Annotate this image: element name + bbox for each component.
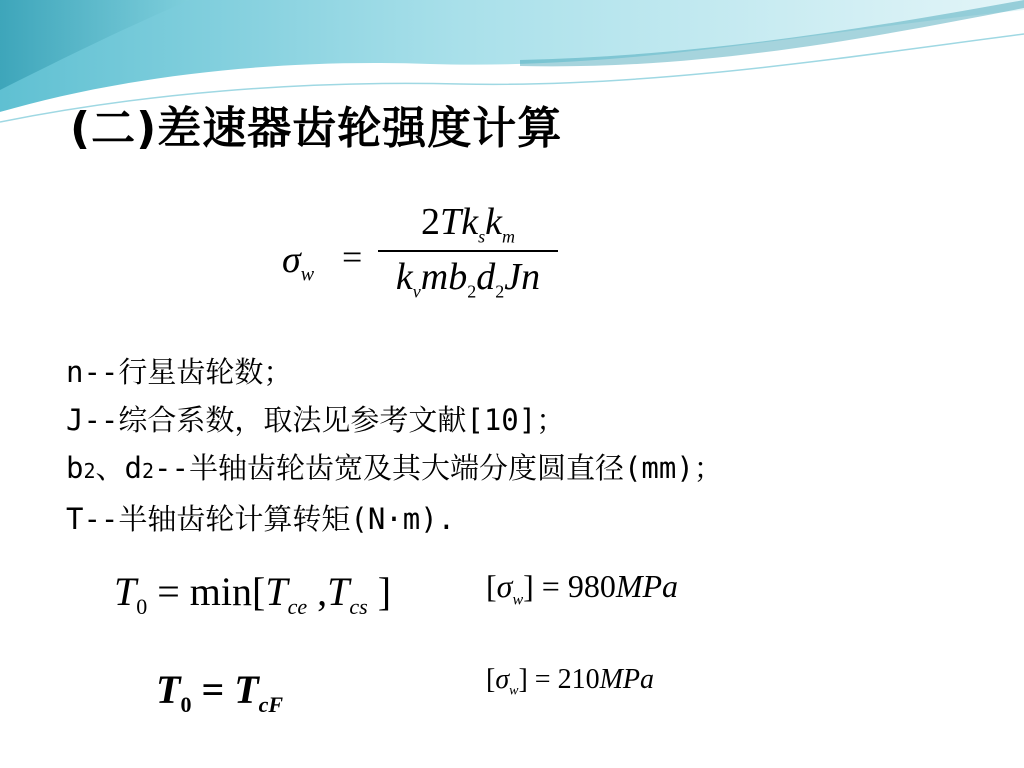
allowable-stress-980: $[\sigma_w] = 980MPa$ bbox=[486, 568, 679, 609]
definition-j: J--综合系数，取法见参考文献[10]； bbox=[66, 403, 566, 437]
fraction-bar bbox=[378, 250, 558, 252]
equals-sign: = bbox=[342, 237, 363, 277]
formula-lhs: $\sigma_w$ bbox=[282, 239, 315, 286]
formula-numerator: $2Tk_sk_m$ bbox=[421, 201, 515, 247]
allowable-stress-210: $[\sigma_w] = 210MPa$ bbox=[486, 664, 655, 699]
variable-definitions bbox=[66, 348, 723, 543]
slide-title: (二)差速器齿轮强度计算 bbox=[70, 103, 563, 154]
formula-fraction bbox=[378, 200, 558, 315]
formula-denominator: $k_vmb_2d_2Jn$ bbox=[395, 256, 541, 302]
definition-b2-d2: b2、d2--半轴齿轮齿宽及其大端分度圆直径(mm)； bbox=[66, 451, 723, 485]
definition-t: T--半轴齿轮计算转矩(N·m). bbox=[66, 502, 456, 536]
definition-n: n--行星齿轮数； bbox=[66, 355, 293, 389]
t0-tcf-formula: $T_0 = T_{cF}$ bbox=[156, 667, 284, 717]
bending-stress-formula bbox=[282, 200, 582, 310]
t0-min-formula: $T_0 = \min[T_{ce}$ $,T_{cs}$ ] bbox=[114, 569, 392, 619]
